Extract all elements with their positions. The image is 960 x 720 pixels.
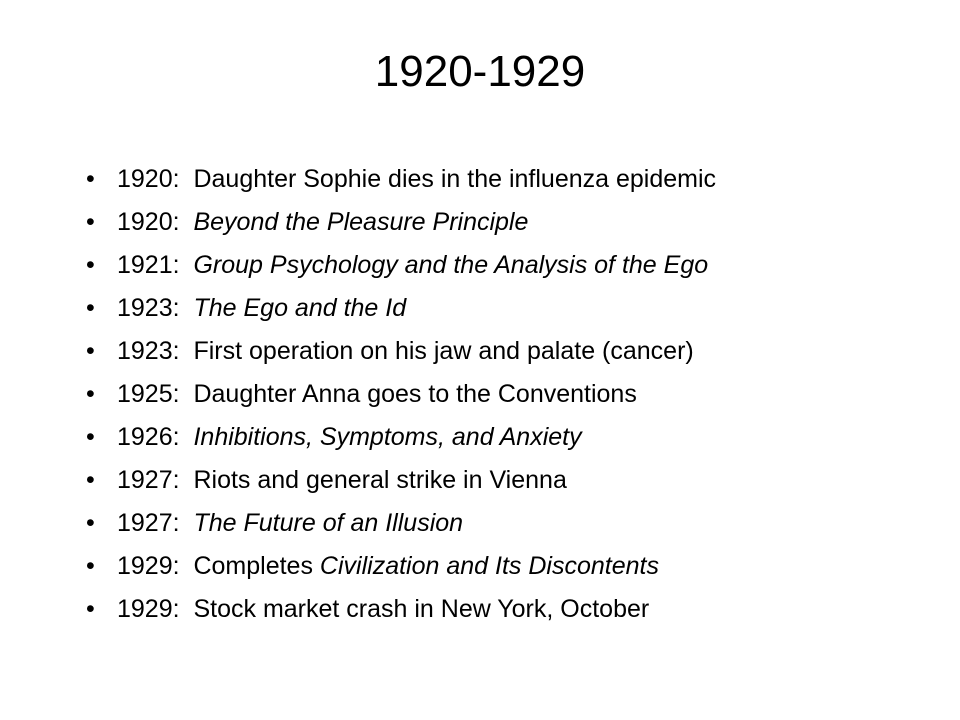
timeline-entry [86, 551, 886, 581]
entry-work-title: Civilization and Its Discontents [319, 552, 659, 580]
slide-title: 1920-1929 [374, 47, 586, 96]
timeline-entry [86, 250, 886, 280]
timeline-entry [86, 508, 886, 538]
bullet-icon: • [86, 552, 95, 580]
bullet-icon: • [86, 337, 95, 365]
bullet-icon: • [86, 466, 95, 494]
bullet-icon: • [86, 423, 95, 451]
entry-work-title: The Future of an Illusion [193, 509, 464, 537]
timeline-entry [86, 164, 886, 194]
entry-year: 1926: [117, 423, 180, 451]
entry-year: 1929: [117, 595, 180, 623]
timeline-entry [86, 207, 886, 237]
entry-year: 1920: [117, 208, 180, 236]
entry-work-title: Inhibitions, Symptoms, and Anxiety [193, 423, 582, 451]
entry-work-title: Beyond the Pleasure Principle [193, 208, 529, 236]
bullet-icon: • [86, 251, 95, 279]
bullet-icon: • [86, 165, 95, 193]
entry-year: 1929: [117, 552, 180, 580]
timeline-entry [86, 594, 886, 624]
bullet-icon: • [86, 380, 95, 408]
bullet-icon: • [86, 509, 95, 537]
entry-year: 1925: [117, 380, 180, 408]
bullet-icon: • [86, 595, 95, 623]
entry-text: First operation on his jaw and palate (cancer) [193, 337, 694, 365]
entry-text: Daughter Sophie dies in the influenza epidemic [193, 165, 717, 193]
bullet-icon: • [86, 208, 95, 236]
entry-text: Completes [193, 552, 320, 580]
entry-year: 1927: [117, 509, 180, 537]
entry-text: Riots and general strike in Vienna [193, 466, 567, 494]
entry-year: 1920: [117, 165, 180, 193]
entry-year: 1923: [117, 294, 180, 322]
timeline-entry [86, 379, 886, 409]
entry-work-title: The Ego and the Id [193, 294, 407, 322]
entry-year: 1921: [117, 251, 180, 279]
entry-text: Daughter Anna goes to the Conventions [193, 380, 637, 408]
entry-text: Stock market crash in New York, October [193, 595, 650, 623]
entry-work-title: Group Psychology and the Analysis of the Ego [193, 251, 709, 279]
entry-year: 1927: [117, 466, 180, 494]
bullet-icon: • [86, 294, 95, 322]
entry-year: 1923: [117, 337, 180, 365]
timeline-entry [86, 293, 886, 323]
timeline-entry [86, 422, 886, 452]
timeline-entry [86, 465, 886, 495]
timeline-entry [86, 336, 886, 366]
bullet-list [86, 164, 886, 637]
